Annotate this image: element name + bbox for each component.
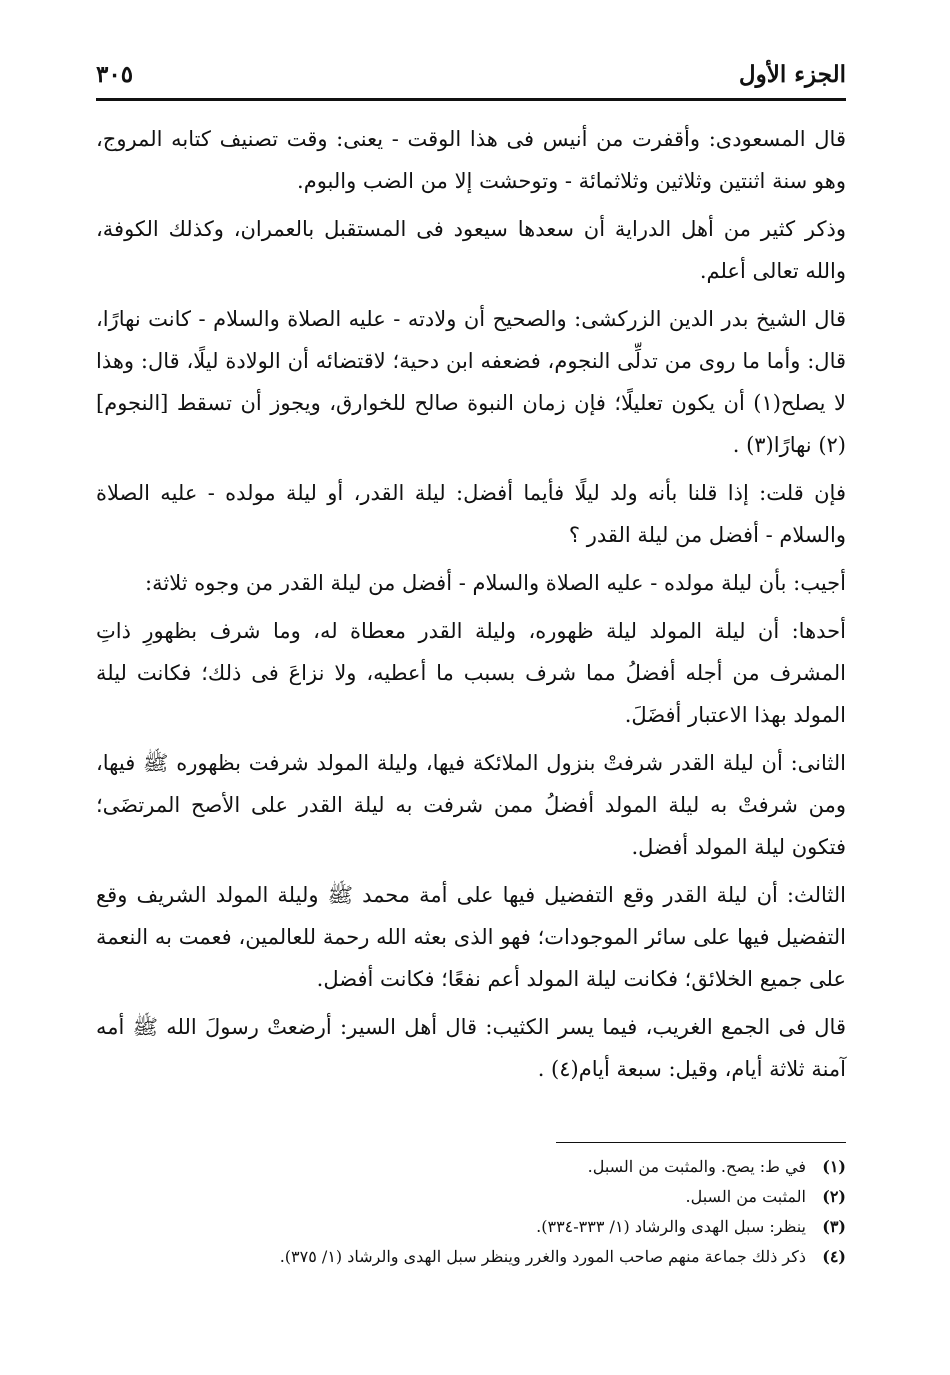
paragraph: قال المسعودى: وأقفرت من أنيس فى هذا الوقت - يعنى: وقت تصنيف كتابه المروج، وهو سنة اثنتين وثلاثين وثلاثمائة - وتوحشت إلا من الضب والبوم. xyxy=(96,127,846,193)
footnote xyxy=(96,1182,846,1212)
header-rule xyxy=(96,98,846,101)
paragraph: الثانى: أن ليلة القدر شرفتْ بنزول الملائكة فيها، وليلة المولد شرفت بظهوره ﷺ فيها، ومن شرفتْ به ليلة المولد أفضلُ ممن شرفت به ليلة القدر على الأصح المرتضَى؛ فتكون ليلة المولد أفضل. xyxy=(96,751,846,859)
paragraph: فإن قلت: إذا قلنا بأنه ولد ليلًا فأيما أفضل: ليلة القدر، أو ليلة مولده - عليه الصلاة والسلام - أفضل من ليلة القدر ؟ xyxy=(96,481,846,547)
page-header xyxy=(96,54,846,94)
footnote-number: (٣) xyxy=(822,1217,846,1236)
paragraph: أحدها: أن ليلة المولد ليلة ظهوره، وليلة القدر معطاة له، وما شرف بظهورِ ذاتِ المشرف من أجله أفضلُ مما شرف بسبب ما أعطيه، ولا نزاعَ فى ذلك؛ فكانت ليلة المولد بهذا الاعتبار أفضَلَ. xyxy=(96,619,846,727)
paragraph: أجيب: بأن ليلة مولده - عليه الصلاة والسلام - أفضل من ليلة القدر من وجوه ثلاثة: xyxy=(145,571,846,595)
footnote-divider xyxy=(556,1142,846,1143)
paragraph: قال الشيخ بدر الدين الزركشى: والصحيح أن ولادته - عليه الصلاة والسلام - كانت نهارًا، قال: وأما ما روى من تدلِّى النجوم، فضعفه ابن دحية؛ لاقتضائه أن الولادة ليلًا، قال: وهذا لا يصلح(١) أن يكون تعليلًا؛ فإن زمان النبوة صالح للخوارق، ويجوز أن تسقط [النجوم](٢) نهارًا(٣) . xyxy=(96,307,846,457)
footnote xyxy=(96,1212,846,1242)
footnote-number: (٢) xyxy=(822,1187,846,1206)
section-title: الجزء الأول xyxy=(738,60,846,88)
paragraph: وذكر كثير من أهل الدراية أن سعدها سيعود فى المستقبل بالعمران، وكذلك الكوفة، والله تعالى أعلم. xyxy=(96,217,846,283)
footnote-text: ينظر: سبل الهدى والرشاد (١/ ٣٣٣-٣٣٤). xyxy=(536,1217,806,1236)
footnote-number: (٤) xyxy=(822,1247,846,1266)
footnote-text: في ط: يصح. والمثبت من السبل. xyxy=(587,1157,806,1176)
footnote-number: (١) xyxy=(822,1157,846,1176)
paragraph: قال فى الجمع الغريب، فيما يسر الكثيب: قال أهل السير: أرضعتْ رسولَ الله ﷺ أمه آمنة ثلاثة أيام، وقيل: سبعة أيام(٤) . xyxy=(96,1015,846,1081)
footnote xyxy=(96,1152,846,1182)
footnotes xyxy=(96,1152,846,1272)
footnote-text: المثبت من السبل. xyxy=(685,1187,806,1206)
main-text xyxy=(96,118,846,1096)
page-number: ٣٠٥ xyxy=(96,60,134,88)
footnote xyxy=(96,1242,846,1272)
paragraph: الثالث: أن ليلة القدر وقع التفضيل فيها على أمة محمد ﷺ وليلة المولد الشريف وقع التفضيل فيها على سائر الموجودات؛ فهو الذى بعثه الله رحمة للعالمين، فعمت به النعمة على جميع الخلائق؛ فكانت ليلة المولد أعم نفعًا؛ فكانت أفضل. xyxy=(96,883,846,991)
footnote-text: ذكر ذلك جماعة منهم صاحب المورد والغرر وينظر سبل الهدى والرشاد (١/ ٣٧٥). xyxy=(279,1247,806,1266)
